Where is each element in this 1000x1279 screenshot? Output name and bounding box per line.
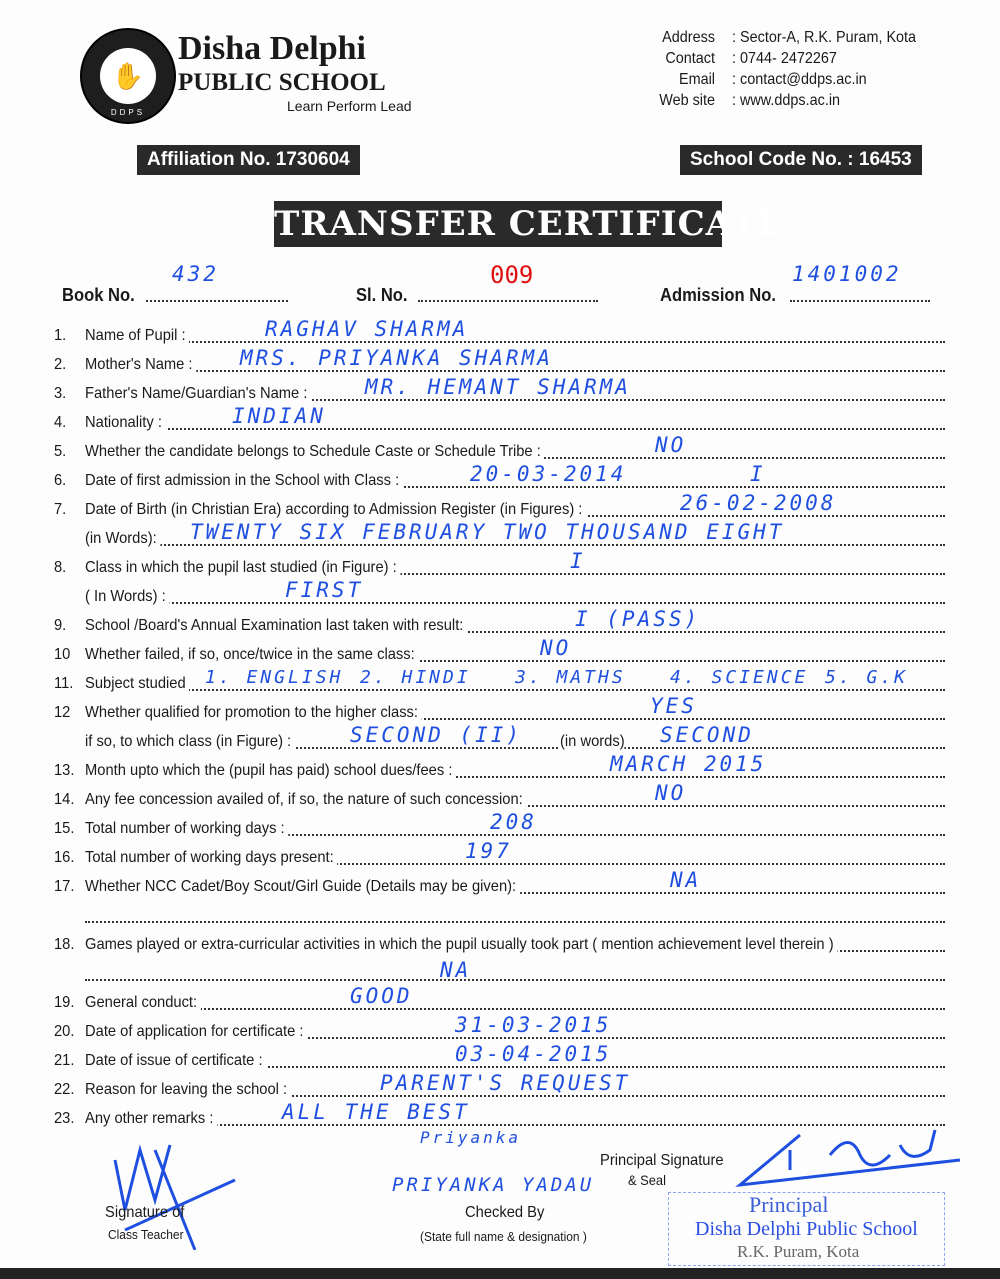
- row-number: 20.: [54, 1023, 75, 1040]
- row-number: 14.: [54, 791, 75, 808]
- field-label: Reason for leaving the school :: [85, 1081, 291, 1099]
- field-value: I: [570, 549, 586, 573]
- field-value-2: SECOND: [660, 723, 754, 747]
- contact-values: : Sector-A, R.K. Puram, Kota : 0744- 2472267 : contact@ddps.ac.in : www.ddps.ac.in: [732, 29, 917, 109]
- teacher-signature-label: Signature of: [105, 1204, 185, 1221]
- field-value: YES: [650, 694, 697, 718]
- field-label: Name of Pupil :: [85, 327, 189, 345]
- subject-2: 2. HINDI: [360, 667, 471, 688]
- book-no-value: 432: [172, 262, 219, 286]
- row-number: 10: [54, 646, 71, 663]
- field-value: RAGHAV SHARMA: [265, 317, 469, 341]
- checker-name: PRIYANKA YADAU: [392, 1174, 595, 1196]
- field-value: 20-03-2014: [470, 462, 627, 486]
- stamp-line-3: R.K. Puram, Kota: [737, 1242, 860, 1261]
- field-label: School /Board's Annual Examination last taken with result:: [85, 617, 467, 635]
- subject-4: 4. SCIENCE: [670, 667, 809, 688]
- row-number: 15.: [54, 820, 75, 837]
- book-no-label: Book No.: [62, 285, 135, 305]
- subject-3: 3. MATHS: [515, 667, 626, 688]
- contact-labels: Address Contact Email Web site: [659, 29, 715, 109]
- field-label: if so, to which class (in Figure) :: [85, 733, 295, 751]
- field-label: Date of first admission in the School with Class :: [85, 472, 403, 490]
- field-label: Total number of working days present:: [85, 849, 337, 867]
- field-dotted-line: [85, 602, 945, 604]
- principal-signature-label: Principal Signature: [600, 1152, 724, 1169]
- row-number: 16.: [54, 849, 75, 866]
- field-value: INDIAN: [232, 404, 326, 428]
- school-logo: [80, 28, 176, 124]
- school-code-badge: School Code No. : 16453: [680, 145, 922, 175]
- school-name: Disha Delphi: [178, 30, 366, 67]
- checked-by-label: Checked By: [465, 1204, 545, 1221]
- row-number: 6.: [54, 472, 67, 489]
- row-number: 7.: [54, 501, 67, 518]
- row-number: 19.: [54, 994, 75, 1011]
- checked-by-sub: (State full name & designation ): [420, 1229, 587, 1244]
- field-label: Whether failed, if so, once/twice in the same class:: [85, 646, 418, 664]
- field-label: Class in which the pupil last studied (in Figure) :: [85, 559, 400, 577]
- stamp-line-1: Principal: [749, 1192, 829, 1217]
- principal-stamp: [668, 1192, 945, 1266]
- field-value: 197: [465, 839, 512, 863]
- field-value: NA: [440, 958, 472, 982]
- field-dotted-line: [85, 1008, 945, 1010]
- row-number: 21.: [54, 1052, 75, 1069]
- stamp-line-2: Disha Delphi Public School: [695, 1218, 918, 1240]
- field-dotted-line: [85, 544, 945, 546]
- row-number: 1.: [54, 327, 67, 344]
- field-value: 208: [490, 810, 537, 834]
- row-number: 2.: [54, 356, 67, 373]
- row-number: 3.: [54, 385, 67, 402]
- principal-seal-label: & Seal: [628, 1172, 666, 1188]
- row-number: 23.: [54, 1110, 75, 1127]
- field-value: I (PASS): [575, 607, 701, 631]
- field-label: Games played or extra-curricular activities in which the pupil usually took part ( mention achievement level therein ): [85, 936, 837, 954]
- field-label: General conduct:: [85, 994, 201, 1012]
- tagline: Learn Perform Lead: [287, 98, 412, 114]
- admission-no-value: 1401002: [792, 262, 902, 286]
- teacher-signature-label-2: Class Teacher: [108, 1227, 184, 1242]
- field-label: Date of issue of certificate :: [85, 1052, 266, 1070]
- field-label: Month upto which the (pupil has paid) school dues/fees :: [85, 762, 456, 780]
- field-value: 26-02-2008: [680, 491, 837, 515]
- field-dotted-line: [85, 370, 945, 372]
- field-label: Date of application for certificate :: [85, 1023, 307, 1041]
- field-value: SECOND (II): [350, 723, 523, 747]
- subject-1: 1. ENGLISH: [205, 667, 344, 688]
- sl-no-label: Sl. No.: [356, 285, 408, 305]
- field-dotted-line: [85, 921, 945, 923]
- row-number: 9.: [54, 617, 67, 634]
- field-value: GOOD: [350, 984, 413, 1008]
- field-value: TWENTY SIX FEBRUARY TWO THOUSAND EIGHT: [190, 520, 785, 544]
- row-number: 12: [54, 704, 71, 721]
- logo-ring-text: DDPS: [110, 108, 146, 117]
- field-dotted-line: [85, 428, 945, 430]
- field-value: FIRST: [285, 578, 364, 602]
- field-dotted-line: [85, 689, 945, 691]
- field-value: PARENT'S REQUEST: [380, 1071, 631, 1095]
- field-value: 31-03-2015: [455, 1013, 612, 1037]
- bottom-border: [0, 1268, 1000, 1279]
- affiliation-badge: Affiliation No. 1730604: [137, 145, 360, 175]
- hands-icon: ✋: [100, 48, 156, 104]
- principal-signature: [730, 1125, 980, 1190]
- field-value: MARCH 2015: [610, 752, 767, 776]
- field-label: Subject studied: [85, 675, 189, 693]
- field-value: MR. HEMANT SHARMA: [365, 375, 631, 399]
- certificate-title: TRANSFER CERTIFICATE: [274, 201, 722, 247]
- field-label: Whether the candidate belongs to Schedule Caste or Schedule Tribe :: [85, 443, 544, 461]
- field-label: Whether qualified for promotion to the higher class:: [85, 704, 422, 722]
- field-label: Total number of working days :: [85, 820, 288, 838]
- row-number: 18.: [54, 936, 75, 953]
- field-label: Date of Birth (in Christian Era) according to Admission Register (in Figures) :: [85, 501, 586, 519]
- field-label: ( In Words) :: [85, 588, 169, 606]
- row-number: 4.: [54, 414, 67, 431]
- subject-5: 5. G.K: [825, 667, 909, 688]
- field-label: (in Words):: [85, 530, 160, 548]
- field-label: Any other remarks :: [85, 1110, 217, 1128]
- field-value: MRS. PRIYANKA SHARMA: [240, 346, 553, 370]
- field-label: Nationality :: [85, 414, 166, 432]
- field-dotted-line: [85, 341, 945, 343]
- checker-signature: Priyanka: [420, 1128, 522, 1147]
- row-number: 8.: [54, 559, 67, 576]
- admission-no-label: Admission No.: [660, 285, 776, 305]
- row-number: 17.: [54, 878, 75, 895]
- field-value: ALL THE BEST: [282, 1100, 470, 1124]
- field-value: NO: [655, 781, 687, 805]
- field-label: Whether NCC Cadet/Boy Scout/Girl Guide (Details may be given):: [85, 878, 520, 896]
- field-label-2: (in words): [560, 733, 625, 750]
- field-value-2: I: [750, 462, 766, 486]
- row-number: 11.: [54, 675, 74, 692]
- field-label: Mother's Name :: [85, 356, 196, 374]
- field-value: NO: [540, 636, 572, 660]
- field-value: NO: [655, 433, 687, 457]
- row-number: 13.: [54, 762, 75, 779]
- school-name-2: PUBLIC SCHOOL: [178, 69, 386, 96]
- row-number: 5.: [54, 443, 67, 460]
- field-label: Any fee concession availed of, if so, the nature of such concession:: [85, 791, 526, 809]
- row-number: 22.: [54, 1081, 75, 1098]
- field-value: NA: [670, 868, 702, 892]
- field-dotted-line: [85, 979, 945, 981]
- sl-no-value: 009: [490, 261, 534, 289]
- field-value: 03-04-2015: [455, 1042, 612, 1066]
- field-label: Father's Name/Guardian's Name :: [85, 385, 311, 403]
